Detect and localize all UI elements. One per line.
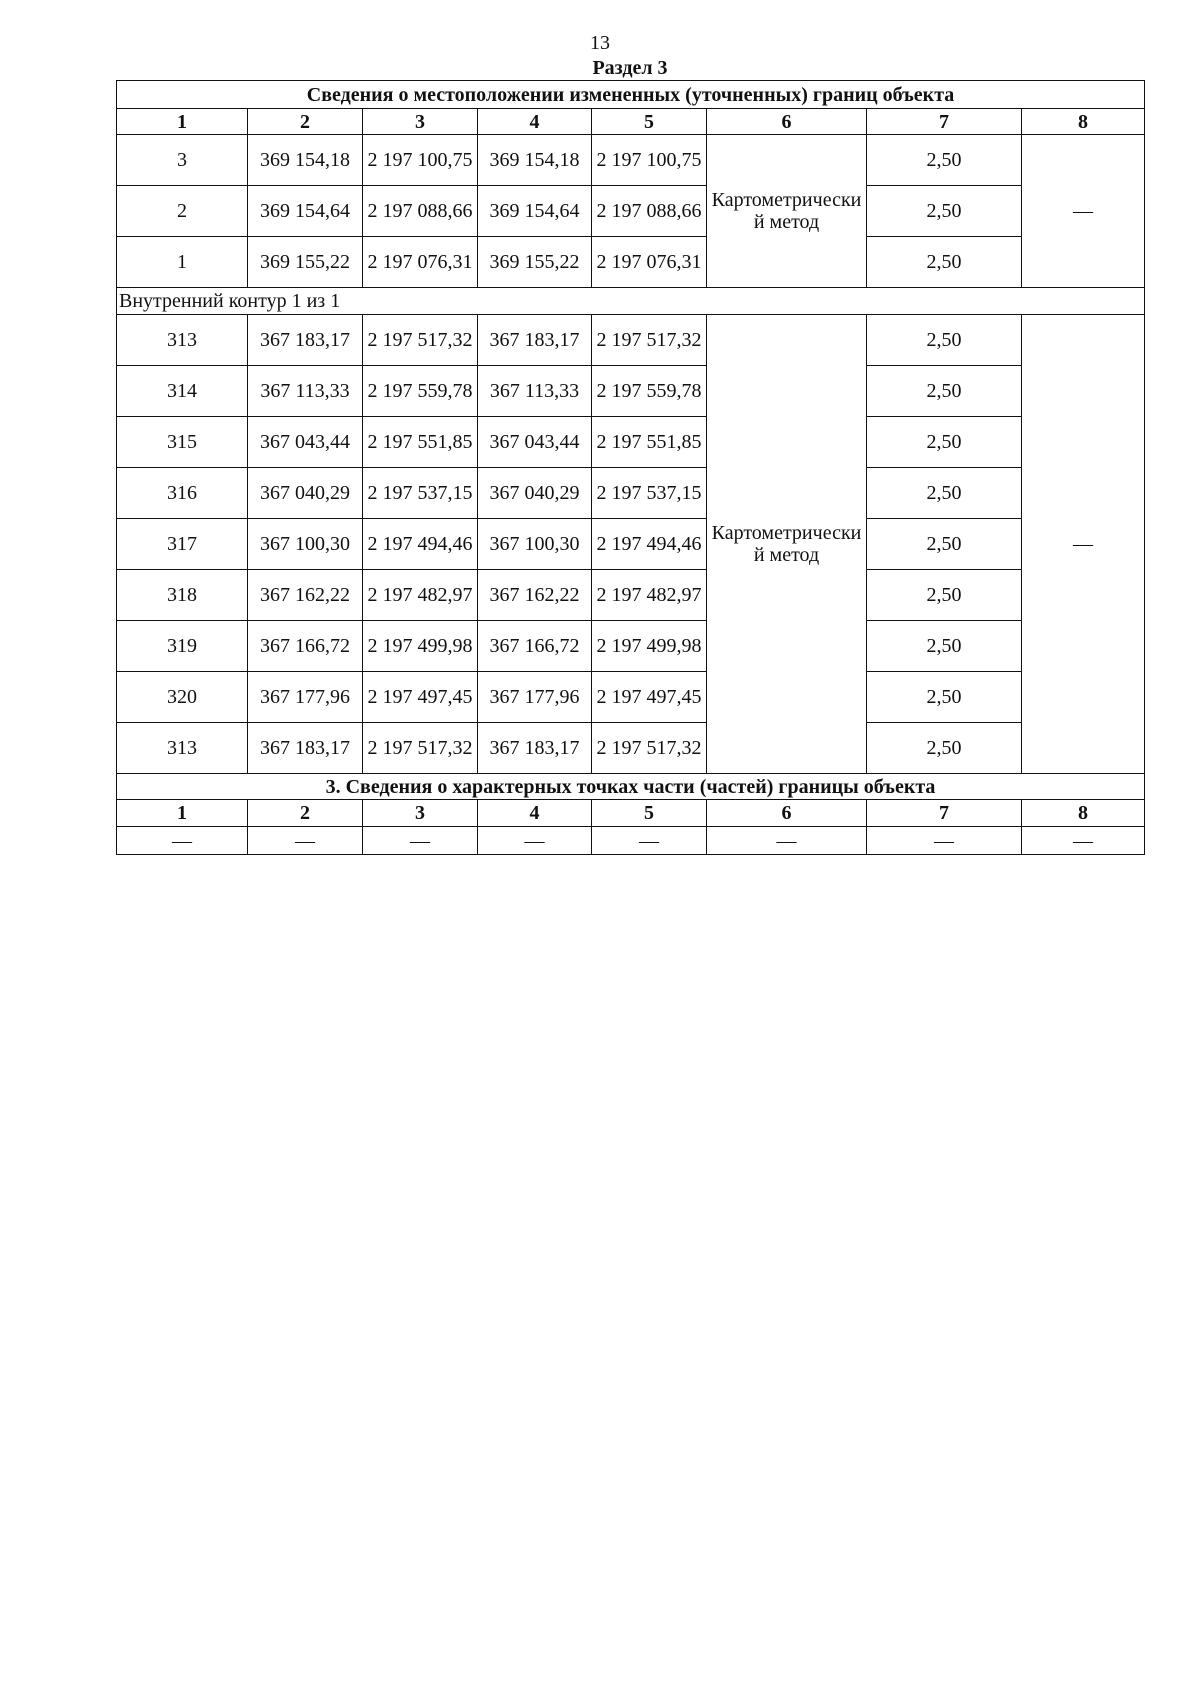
part-cell-col-6: — xyxy=(707,827,867,855)
cell-col-7: 2,50 xyxy=(867,672,1022,723)
part-title: 3. Сведения о характерных точках части (частей) границы объекта xyxy=(117,774,1145,800)
cell-col-2: 367 183,17 xyxy=(248,723,363,774)
part-column-number-7: 7 xyxy=(867,800,1022,827)
cell-col-8: — xyxy=(1022,315,1145,774)
section-title: Раздел 3 xyxy=(592,57,668,79)
column-numbers-row xyxy=(117,109,1145,135)
cell-col-3: 2 197 517,32 xyxy=(363,315,478,366)
cell-col-7: 2,50 xyxy=(867,186,1022,237)
cell-col-5: 2 197 076,31 xyxy=(592,237,707,288)
cell-col-7: 2,50 xyxy=(867,519,1022,570)
contour-label-row xyxy=(117,288,1145,315)
cell-col-3: 2 197 551,85 xyxy=(363,417,478,468)
cell-col-4: 367 177,96 xyxy=(478,672,592,723)
part-cell-col-8: — xyxy=(1022,827,1145,855)
cell-col-2: 367 177,96 xyxy=(248,672,363,723)
part-column-number-6: 6 xyxy=(707,800,867,827)
cell-col-3: 2 197 482,97 xyxy=(363,570,478,621)
table-row xyxy=(117,570,1145,621)
cell-col-2: 367 162,22 xyxy=(248,570,363,621)
cell-col-7: 2,50 xyxy=(867,135,1022,186)
part-column-number-8: 8 xyxy=(1022,800,1145,827)
part-cell-col-5: — xyxy=(592,827,707,855)
part-column-number-3: 3 xyxy=(363,800,478,827)
column-number-5: 5 xyxy=(592,109,707,135)
cell-col-1: 3 xyxy=(117,135,248,186)
coordinates-body xyxy=(117,135,1145,774)
contour-label: Внутренний контур 1 из 1 xyxy=(117,288,1145,315)
cell-col-4: 367 113,33 xyxy=(478,366,592,417)
table-title: Сведения о местоположении измененных (уточненных) границ объекта xyxy=(117,81,1145,109)
table-row xyxy=(117,186,1145,237)
cell-col-2: 367 040,29 xyxy=(248,468,363,519)
table-title-row xyxy=(117,81,1145,109)
cell-col-7: 2,50 xyxy=(867,366,1022,417)
cell-col-4: 367 043,44 xyxy=(478,417,592,468)
table-header xyxy=(117,81,1145,135)
cell-col-3: 2 197 537,15 xyxy=(363,468,478,519)
cell-col-7: 2,50 xyxy=(867,417,1022,468)
part-column-number-1: 1 xyxy=(117,800,248,827)
table-row xyxy=(117,621,1145,672)
cell-col-2: 367 100,30 xyxy=(248,519,363,570)
method-cell: Картометрически й метод xyxy=(707,135,867,288)
cell-col-1: 320 xyxy=(117,672,248,723)
table-row xyxy=(117,315,1145,366)
cell-col-3: 2 197 559,78 xyxy=(363,366,478,417)
cell-col-4: 367 040,29 xyxy=(478,468,592,519)
cell-col-2: 367 043,44 xyxy=(248,417,363,468)
part-section xyxy=(117,774,1145,855)
cell-col-7: 2,50 xyxy=(867,468,1022,519)
cell-col-3: 2 197 100,75 xyxy=(363,135,478,186)
cell-col-7: 2,50 xyxy=(867,723,1022,774)
cell-col-4: 367 100,30 xyxy=(478,519,592,570)
cell-col-5: 2 197 497,45 xyxy=(592,672,707,723)
cell-col-2: 367 183,17 xyxy=(248,315,363,366)
cell-col-4: 367 166,72 xyxy=(478,621,592,672)
cell-col-5: 2 197 088,66 xyxy=(592,186,707,237)
cell-col-1: 316 xyxy=(117,468,248,519)
part-row xyxy=(117,827,1145,855)
part-column-number-4: 4 xyxy=(478,800,592,827)
cell-col-2: 367 166,72 xyxy=(248,621,363,672)
table-row xyxy=(117,672,1145,723)
part-cell-col-3: — xyxy=(363,827,478,855)
cell-col-3: 2 197 497,45 xyxy=(363,672,478,723)
cell-col-3: 2 197 499,98 xyxy=(363,621,478,672)
table-row xyxy=(117,468,1145,519)
column-number-1: 1 xyxy=(117,109,248,135)
cell-col-1: 314 xyxy=(117,366,248,417)
table-row xyxy=(117,723,1145,774)
table-row xyxy=(117,237,1145,288)
cell-col-7: 2,50 xyxy=(867,237,1022,288)
cell-col-5: 2 197 494,46 xyxy=(592,519,707,570)
cell-col-4: 369 154,18 xyxy=(478,135,592,186)
column-number-2: 2 xyxy=(248,109,363,135)
column-number-6: 6 xyxy=(707,109,867,135)
cell-col-4: 369 154,64 xyxy=(478,186,592,237)
method-cell: Картометрически й метод xyxy=(707,315,867,774)
cell-col-7: 2,50 xyxy=(867,315,1022,366)
cell-col-5: 2 197 100,75 xyxy=(592,135,707,186)
part-cell-col-7: — xyxy=(867,827,1022,855)
part-column-number-5: 5 xyxy=(592,800,707,827)
table-row xyxy=(117,519,1145,570)
page-number: 13 xyxy=(590,32,610,54)
table-row xyxy=(117,135,1145,186)
cell-col-3: 2 197 088,66 xyxy=(363,186,478,237)
cell-col-2: 369 154,64 xyxy=(248,186,363,237)
cell-col-7: 2,50 xyxy=(867,570,1022,621)
cell-col-5: 2 197 559,78 xyxy=(592,366,707,417)
cell-col-1: 1 xyxy=(117,237,248,288)
cell-col-2: 367 113,33 xyxy=(248,366,363,417)
cell-col-3: 2 197 517,32 xyxy=(363,723,478,774)
cell-col-4: 367 183,17 xyxy=(478,315,592,366)
cell-col-1: 313 xyxy=(117,723,248,774)
part-column-numbers-row xyxy=(117,800,1145,827)
cell-col-5: 2 197 482,97 xyxy=(592,570,707,621)
part-title-row xyxy=(117,774,1145,800)
cell-col-5: 2 197 517,32 xyxy=(592,723,707,774)
cell-col-4: 369 155,22 xyxy=(478,237,592,288)
cell-col-1: 319 xyxy=(117,621,248,672)
cell-col-1: 318 xyxy=(117,570,248,621)
cell-col-1: 2 xyxy=(117,186,248,237)
part-cell-col-1: — xyxy=(117,827,248,855)
cell-col-2: 369 154,18 xyxy=(248,135,363,186)
part-column-number-2: 2 xyxy=(248,800,363,827)
cell-col-5: 2 197 517,32 xyxy=(592,315,707,366)
cell-col-3: 2 197 494,46 xyxy=(363,519,478,570)
cell-col-1: 313 xyxy=(117,315,248,366)
cell-col-4: 367 162,22 xyxy=(478,570,592,621)
cell-col-8: — xyxy=(1022,135,1145,288)
column-number-4: 4 xyxy=(478,109,592,135)
boundary-table xyxy=(116,80,1145,855)
table-row xyxy=(117,417,1145,468)
cell-col-5: 2 197 499,98 xyxy=(592,621,707,672)
cell-col-1: 317 xyxy=(117,519,248,570)
cell-col-4: 367 183,17 xyxy=(478,723,592,774)
part-cell-col-2: — xyxy=(248,827,363,855)
cell-col-5: 2 197 551,85 xyxy=(592,417,707,468)
cell-col-2: 369 155,22 xyxy=(248,237,363,288)
column-number-8: 8 xyxy=(1022,109,1145,135)
part-cell-col-4: — xyxy=(478,827,592,855)
cell-col-7: 2,50 xyxy=(867,621,1022,672)
column-number-3: 3 xyxy=(363,109,478,135)
table-row xyxy=(117,366,1145,417)
cell-col-5: 2 197 537,15 xyxy=(592,468,707,519)
cell-col-1: 315 xyxy=(117,417,248,468)
column-number-7: 7 xyxy=(867,109,1022,135)
cell-col-3: 2 197 076,31 xyxy=(363,237,478,288)
